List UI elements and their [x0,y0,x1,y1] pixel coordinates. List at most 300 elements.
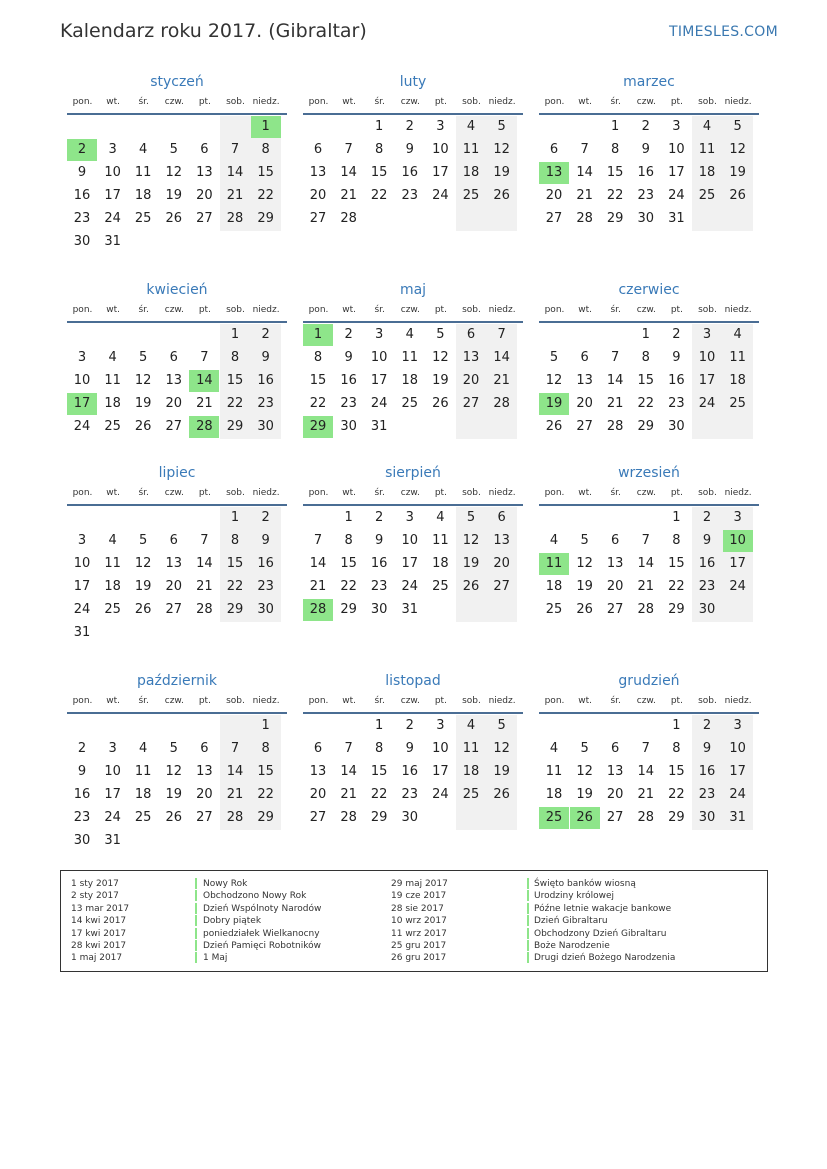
day-cell[interactable]: 25 [698,188,716,203]
day-cell[interactable]: 5 [580,533,589,548]
day-cell[interactable]: 25 [401,396,419,411]
day-cell[interactable]: 26 [165,810,183,825]
day-cell[interactable]: 14 [226,764,244,779]
day-cell[interactable]: 4 [108,533,117,548]
day-cell[interactable]: 21 [196,396,213,411]
day-cell[interactable]: 13 [309,165,327,180]
holiday-day[interactable]: 19 [539,393,569,415]
day-cell[interactable]: 15 [668,764,685,779]
day-cell[interactable]: 23 [401,787,419,802]
day-cell[interactable]: 3 [436,119,445,134]
day-cell[interactable]: 8 [261,142,270,157]
day-cell[interactable]: 6 [580,350,589,365]
day-cell[interactable]: 8 [230,533,240,548]
day-cell[interactable]: 28 [493,396,510,411]
day-cell[interactable]: 15 [637,373,655,388]
day-cell[interactable]: 3 [77,350,87,365]
day-cell[interactable]: 17 [432,764,449,779]
day-cell[interactable]: 28 [637,602,655,617]
day-cell[interactable]: 1 [672,510,681,525]
day-cell[interactable]: 31 [729,810,746,825]
day-cell[interactable]: 12 [134,373,152,388]
day-cell[interactable]: 16 [698,764,716,779]
day-cell[interactable]: 6 [611,741,620,756]
day-cell[interactable]: 29 [668,602,685,617]
day-cell[interactable]: 30 [668,419,685,434]
day-cell[interactable]: 21 [226,188,244,203]
day-cell[interactable]: 5 [169,142,178,157]
day-cell[interactable]: 13 [493,533,510,548]
day-cell[interactable]: 8 [375,741,384,756]
day-cell[interactable]: 18 [729,373,746,388]
day-cell[interactable]: 22 [226,396,244,411]
day-cell[interactable]: 25 [729,396,746,411]
day-cell[interactable]: 28 [606,419,624,434]
day-cell[interactable]: 20 [493,556,510,571]
day-cell[interactable]: 20 [462,373,480,388]
day-cell[interactable]: 23 [340,396,357,411]
day-cell[interactable]: 1 [230,510,240,525]
day-cell[interactable]: 14 [226,165,244,180]
day-cell[interactable]: 15 [226,373,244,388]
day-cell[interactable]: 2 [261,327,270,342]
day-cell[interactable]: 23 [370,579,388,594]
day-cell[interactable]: 9 [672,350,681,365]
day-cell[interactable]: 12 [165,165,183,180]
day-cell[interactable]: 4 [466,718,476,733]
day-cell[interactable]: 12 [432,350,449,365]
day-cell[interactable]: 15 [370,165,388,180]
day-cell[interactable]: 31 [104,833,121,848]
day-cell[interactable]: 15 [340,556,357,571]
day-cell[interactable]: 9 [77,764,87,779]
day-cell[interactable]: 28 [226,211,244,226]
day-cell[interactable]: 9 [405,741,414,756]
day-cell[interactable]: 7 [200,533,209,548]
day-cell[interactable]: 27 [576,419,593,434]
day-cell[interactable]: 16 [370,556,388,571]
day-cell[interactable]: 2 [77,741,87,756]
day-cell[interactable]: 6 [169,350,178,365]
day-cell[interactable]: 15 [226,556,244,571]
day-cell[interactable]: 9 [375,533,384,548]
day-cell[interactable]: 1 [230,327,240,342]
day-cell[interactable]: 2 [405,718,414,733]
day-cell[interactable]: 24 [73,602,91,617]
day-cell[interactable]: 5 [580,741,589,756]
day-cell[interactable]: 18 [545,579,563,594]
day-cell[interactable]: 10 [73,556,91,571]
day-cell[interactable]: 18 [462,165,480,180]
day-cell[interactable]: 16 [340,373,357,388]
day-cell[interactable]: 31 [104,234,121,249]
day-cell[interactable]: 21 [606,396,624,411]
day-cell[interactable]: 3 [702,327,712,342]
day-cell[interactable]: 8 [672,741,681,756]
day-cell[interactable]: 19 [134,396,152,411]
day-cell[interactable]: 26 [134,602,152,617]
day-cell[interactable]: 29 [637,419,655,434]
day-cell[interactable]: 9 [702,533,712,548]
day-cell[interactable]: 16 [698,556,716,571]
day-cell[interactable]: 9 [261,350,270,365]
day-cell[interactable]: 9 [702,741,712,756]
day-cell[interactable]: 23 [401,188,419,203]
day-cell[interactable]: 14 [576,165,593,180]
day-cell[interactable]: 29 [340,602,357,617]
day-cell[interactable]: 11 [545,764,563,779]
day-cell[interactable]: 19 [462,556,480,571]
day-cell[interactable]: 1 [641,327,650,342]
day-cell[interactable]: 24 [401,579,419,594]
day-cell[interactable]: 6 [169,533,178,548]
day-cell[interactable]: 15 [257,764,274,779]
day-cell[interactable]: 7 [641,533,650,548]
day-cell[interactable]: 29 [257,211,274,226]
day-cell[interactable]: 18 [432,556,449,571]
day-cell[interactable]: 5 [549,350,559,365]
day-cell[interactable]: 10 [698,350,716,365]
day-cell[interactable]: 13 [606,764,624,779]
day-cell[interactable]: 11 [432,533,449,548]
day-cell[interactable]: 21 [637,787,655,802]
day-cell[interactable]: 12 [576,764,593,779]
day-cell[interactable]: 2 [261,510,270,525]
day-cell[interactable]: 6 [549,142,559,157]
day-cell[interactable]: 21 [226,787,244,802]
day-cell[interactable]: 10 [401,533,419,548]
day-cell[interactable]: 22 [340,579,357,594]
day-cell[interactable]: 14 [340,165,357,180]
day-cell[interactable]: 3 [108,142,117,157]
day-cell[interactable]: 13 [606,556,624,571]
day-cell[interactable]: 16 [257,373,274,388]
day-cell[interactable]: 30 [257,419,274,434]
day-cell[interactable]: 18 [104,396,121,411]
day-cell[interactable]: 22 [257,787,274,802]
day-cell[interactable]: 2 [405,119,414,134]
day-cell[interactable]: 5 [169,741,178,756]
day-cell[interactable]: 7 [230,142,240,157]
day-cell[interactable]: 17 [401,556,419,571]
day-cell[interactable]: 15 [606,165,624,180]
day-cell[interactable]: 26 [462,579,480,594]
day-cell[interactable]: 27 [165,602,183,617]
day-cell[interactable]: 7 [344,142,353,157]
day-cell[interactable]: 17 [104,188,121,203]
holiday-day[interactable]: 28 [303,599,333,621]
day-cell[interactable]: 5 [497,718,506,733]
day-cell[interactable]: 26 [432,396,449,411]
day-cell[interactable]: 26 [493,188,510,203]
holiday-day[interactable]: 29 [303,416,333,438]
day-cell[interactable]: 10 [104,165,121,180]
day-cell[interactable]: 25 [104,602,121,617]
day-cell[interactable]: 2 [672,327,681,342]
day-cell[interactable]: 4 [405,327,414,342]
day-cell[interactable]: 29 [370,810,388,825]
day-cell[interactable]: 4 [549,533,559,548]
day-cell[interactable]: 15 [668,556,685,571]
day-cell[interactable]: 17 [432,165,449,180]
day-cell[interactable]: 28 [196,602,213,617]
day-cell[interactable]: 18 [462,764,480,779]
day-cell[interactable]: 30 [73,234,91,249]
day-cell[interactable]: 14 [309,556,327,571]
day-cell[interactable]: 20 [309,787,327,802]
day-cell[interactable]: 12 [134,556,152,571]
day-cell[interactable]: 12 [576,556,593,571]
day-cell[interactable]: 8 [672,533,681,548]
day-cell[interactable]: 24 [104,810,121,825]
day-cell[interactable]: 27 [606,602,624,617]
day-cell[interactable]: 24 [104,211,121,226]
day-cell[interactable]: 26 [545,419,563,434]
day-cell[interactable]: 1 [261,718,270,733]
day-cell[interactable]: 27 [545,211,563,226]
day-cell[interactable]: 22 [370,787,388,802]
day-cell[interactable]: 26 [134,419,152,434]
day-cell[interactable]: 10 [668,142,685,157]
day-cell[interactable]: 8 [261,741,270,756]
day-cell[interactable]: 6 [313,741,323,756]
day-cell[interactable]: 8 [641,350,650,365]
day-cell[interactable]: 26 [165,211,183,226]
day-cell[interactable]: 16 [257,556,274,571]
day-cell[interactable]: 22 [606,188,624,203]
day-cell[interactable]: 3 [77,533,87,548]
day-cell[interactable]: 4 [139,142,148,157]
holiday-day[interactable]: 14 [189,370,219,392]
holiday-day[interactable]: 11 [539,553,569,575]
day-cell[interactable]: 24 [432,787,449,802]
day-cell[interactable]: 7 [344,741,353,756]
day-cell[interactable]: 10 [432,741,449,756]
day-cell[interactable]: 6 [200,741,209,756]
day-cell[interactable]: 10 [73,373,91,388]
day-cell[interactable]: 15 [309,373,327,388]
day-cell[interactable]: 24 [668,188,685,203]
day-cell[interactable]: 10 [104,764,121,779]
day-cell[interactable]: 19 [493,764,510,779]
day-cell[interactable]: 8 [375,142,384,157]
day-cell[interactable]: 24 [729,579,746,594]
day-cell[interactable]: 28 [340,810,357,825]
brand-logo[interactable]: TIMESLES.COM [669,24,778,40]
day-cell[interactable]: 23 [698,579,716,594]
day-cell[interactable]: 15 [370,764,388,779]
day-cell[interactable]: 5 [436,327,445,342]
day-cell[interactable]: 23 [698,787,716,802]
day-cell[interactable]: 21 [637,579,655,594]
day-cell[interactable]: 4 [549,741,559,756]
day-cell[interactable]: 4 [702,119,712,134]
day-cell[interactable]: 20 [196,787,213,802]
day-cell[interactable]: 11 [134,764,152,779]
holiday-day[interactable]: 28 [189,416,219,438]
day-cell[interactable]: 4 [733,327,742,342]
day-cell[interactable]: 6 [497,510,506,525]
day-cell[interactable]: 11 [104,556,121,571]
day-cell[interactable]: 29 [606,211,624,226]
day-cell[interactable]: 12 [545,373,563,388]
day-cell[interactable]: 21 [309,579,327,594]
day-cell[interactable]: 5 [497,119,506,134]
day-cell[interactable]: 13 [462,350,480,365]
day-cell[interactable]: 14 [196,556,213,571]
day-cell[interactable]: 20 [545,188,563,203]
day-cell[interactable]: 27 [309,211,327,226]
day-cell[interactable]: 13 [165,556,183,571]
day-cell[interactable]: 10 [729,741,746,756]
day-cell[interactable]: 7 [230,741,240,756]
day-cell[interactable]: 25 [462,787,480,802]
day-cell[interactable]: 30 [637,211,655,226]
day-cell[interactable]: 16 [73,787,91,802]
day-cell[interactable]: 30 [698,810,716,825]
day-cell[interactable]: 22 [257,188,274,203]
day-cell[interactable]: 12 [729,142,746,157]
day-cell[interactable]: 3 [733,718,742,733]
day-cell[interactable]: 28 [576,211,593,226]
day-cell[interactable]: 4 [466,119,476,134]
day-cell[interactable]: 11 [462,741,480,756]
day-cell[interactable]: 4 [139,741,148,756]
day-cell[interactable]: 20 [606,787,624,802]
day-cell[interactable]: 24 [729,787,746,802]
day-cell[interactable]: 28 [637,810,655,825]
day-cell[interactable]: 14 [637,764,655,779]
holiday-day[interactable]: 2 [67,139,97,161]
day-cell[interactable]: 27 [493,579,510,594]
day-cell[interactable]: 10 [370,350,388,365]
day-cell[interactable]: 11 [104,373,121,388]
day-cell[interactable]: 5 [466,510,476,525]
day-cell[interactable]: 25 [104,419,121,434]
day-cell[interactable]: 17 [370,373,388,388]
day-cell[interactable]: 7 [641,741,650,756]
day-cell[interactable]: 24 [370,396,388,411]
day-cell[interactable]: 25 [134,211,152,226]
day-cell[interactable]: 18 [104,579,121,594]
day-cell[interactable]: 19 [432,373,449,388]
day-cell[interactable]: 16 [73,188,91,203]
day-cell[interactable]: 9 [77,165,87,180]
day-cell[interactable]: 11 [729,350,746,365]
day-cell[interactable]: 31 [370,419,388,434]
day-cell[interactable]: 8 [313,350,323,365]
day-cell[interactable]: 8 [230,350,240,365]
day-cell[interactable]: 3 [375,327,384,342]
day-cell[interactable]: 19 [165,188,183,203]
day-cell[interactable]: 16 [401,764,419,779]
day-cell[interactable]: 23 [257,396,274,411]
day-cell[interactable]: 12 [493,741,510,756]
day-cell[interactable]: 14 [493,350,510,365]
day-cell[interactable]: 17 [729,556,746,571]
day-cell[interactable]: 24 [698,396,716,411]
day-cell[interactable]: 12 [462,533,480,548]
day-cell[interactable]: 7 [313,533,323,548]
day-cell[interactable]: 14 [340,764,357,779]
day-cell[interactable]: 11 [401,350,419,365]
day-cell[interactable]: 7 [611,350,620,365]
day-cell[interactable]: 30 [340,419,357,434]
day-cell[interactable]: 23 [257,579,274,594]
day-cell[interactable]: 1 [375,718,384,733]
day-cell[interactable]: 30 [73,833,91,848]
day-cell[interactable]: 5 [139,533,148,548]
day-cell[interactable]: 19 [576,579,593,594]
day-cell[interactable]: 11 [462,142,480,157]
day-cell[interactable]: 16 [401,165,419,180]
day-cell[interactable]: 2 [702,510,712,525]
day-cell[interactable]: 16 [637,165,655,180]
day-cell[interactable]: 9 [641,142,650,157]
holiday-day[interactable]: 25 [539,807,569,829]
day-cell[interactable]: 30 [698,602,716,617]
day-cell[interactable]: 27 [165,419,183,434]
day-cell[interactable]: 22 [309,396,327,411]
day-cell[interactable]: 11 [698,142,716,157]
day-cell[interactable]: 3 [733,510,742,525]
day-cell[interactable]: 5 [139,350,148,365]
day-cell[interactable]: 11 [134,165,152,180]
day-cell[interactable]: 22 [668,579,685,594]
day-cell[interactable]: 13 [196,764,213,779]
day-cell[interactable]: 19 [576,787,593,802]
day-cell[interactable]: 9 [344,350,353,365]
day-cell[interactable]: 17 [73,579,91,594]
holiday-day[interactable]: 17 [67,393,97,415]
day-cell[interactable]: 9 [261,533,270,548]
day-cell[interactable]: 2 [344,327,353,342]
day-cell[interactable]: 7 [497,327,506,342]
day-cell[interactable]: 19 [493,165,510,180]
day-cell[interactable]: 30 [257,602,274,617]
day-cell[interactable]: 17 [104,787,121,802]
day-cell[interactable]: 27 [606,810,624,825]
day-cell[interactable]: 25 [134,810,152,825]
holiday-day[interactable]: 13 [539,162,569,184]
day-cell[interactable]: 14 [637,556,655,571]
day-cell[interactable]: 31 [401,602,419,617]
day-cell[interactable]: 17 [698,373,716,388]
day-cell[interactable]: 8 [344,533,353,548]
day-cell[interactable]: 13 [196,165,213,180]
day-cell[interactable]: 1 [672,718,681,733]
day-cell[interactable]: 6 [466,327,476,342]
day-cell[interactable]: 22 [370,188,388,203]
day-cell[interactable]: 22 [668,787,685,802]
day-cell[interactable]: 13 [309,764,327,779]
day-cell[interactable]: 19 [134,579,152,594]
day-cell[interactable]: 29 [226,602,244,617]
day-cell[interactable]: 6 [611,533,620,548]
day-cell[interactable]: 27 [196,211,213,226]
day-cell[interactable]: 27 [462,396,480,411]
day-cell[interactable]: 7 [580,142,589,157]
day-cell[interactable]: 26 [493,787,510,802]
day-cell[interactable]: 4 [436,510,445,525]
day-cell[interactable]: 23 [73,810,91,825]
day-cell[interactable]: 25 [462,188,480,203]
day-cell[interactable]: 12 [165,764,183,779]
day-cell[interactable]: 9 [405,142,414,157]
day-cell[interactable]: 7 [200,350,209,365]
day-cell[interactable]: 13 [165,373,183,388]
day-cell[interactable]: 21 [196,579,213,594]
